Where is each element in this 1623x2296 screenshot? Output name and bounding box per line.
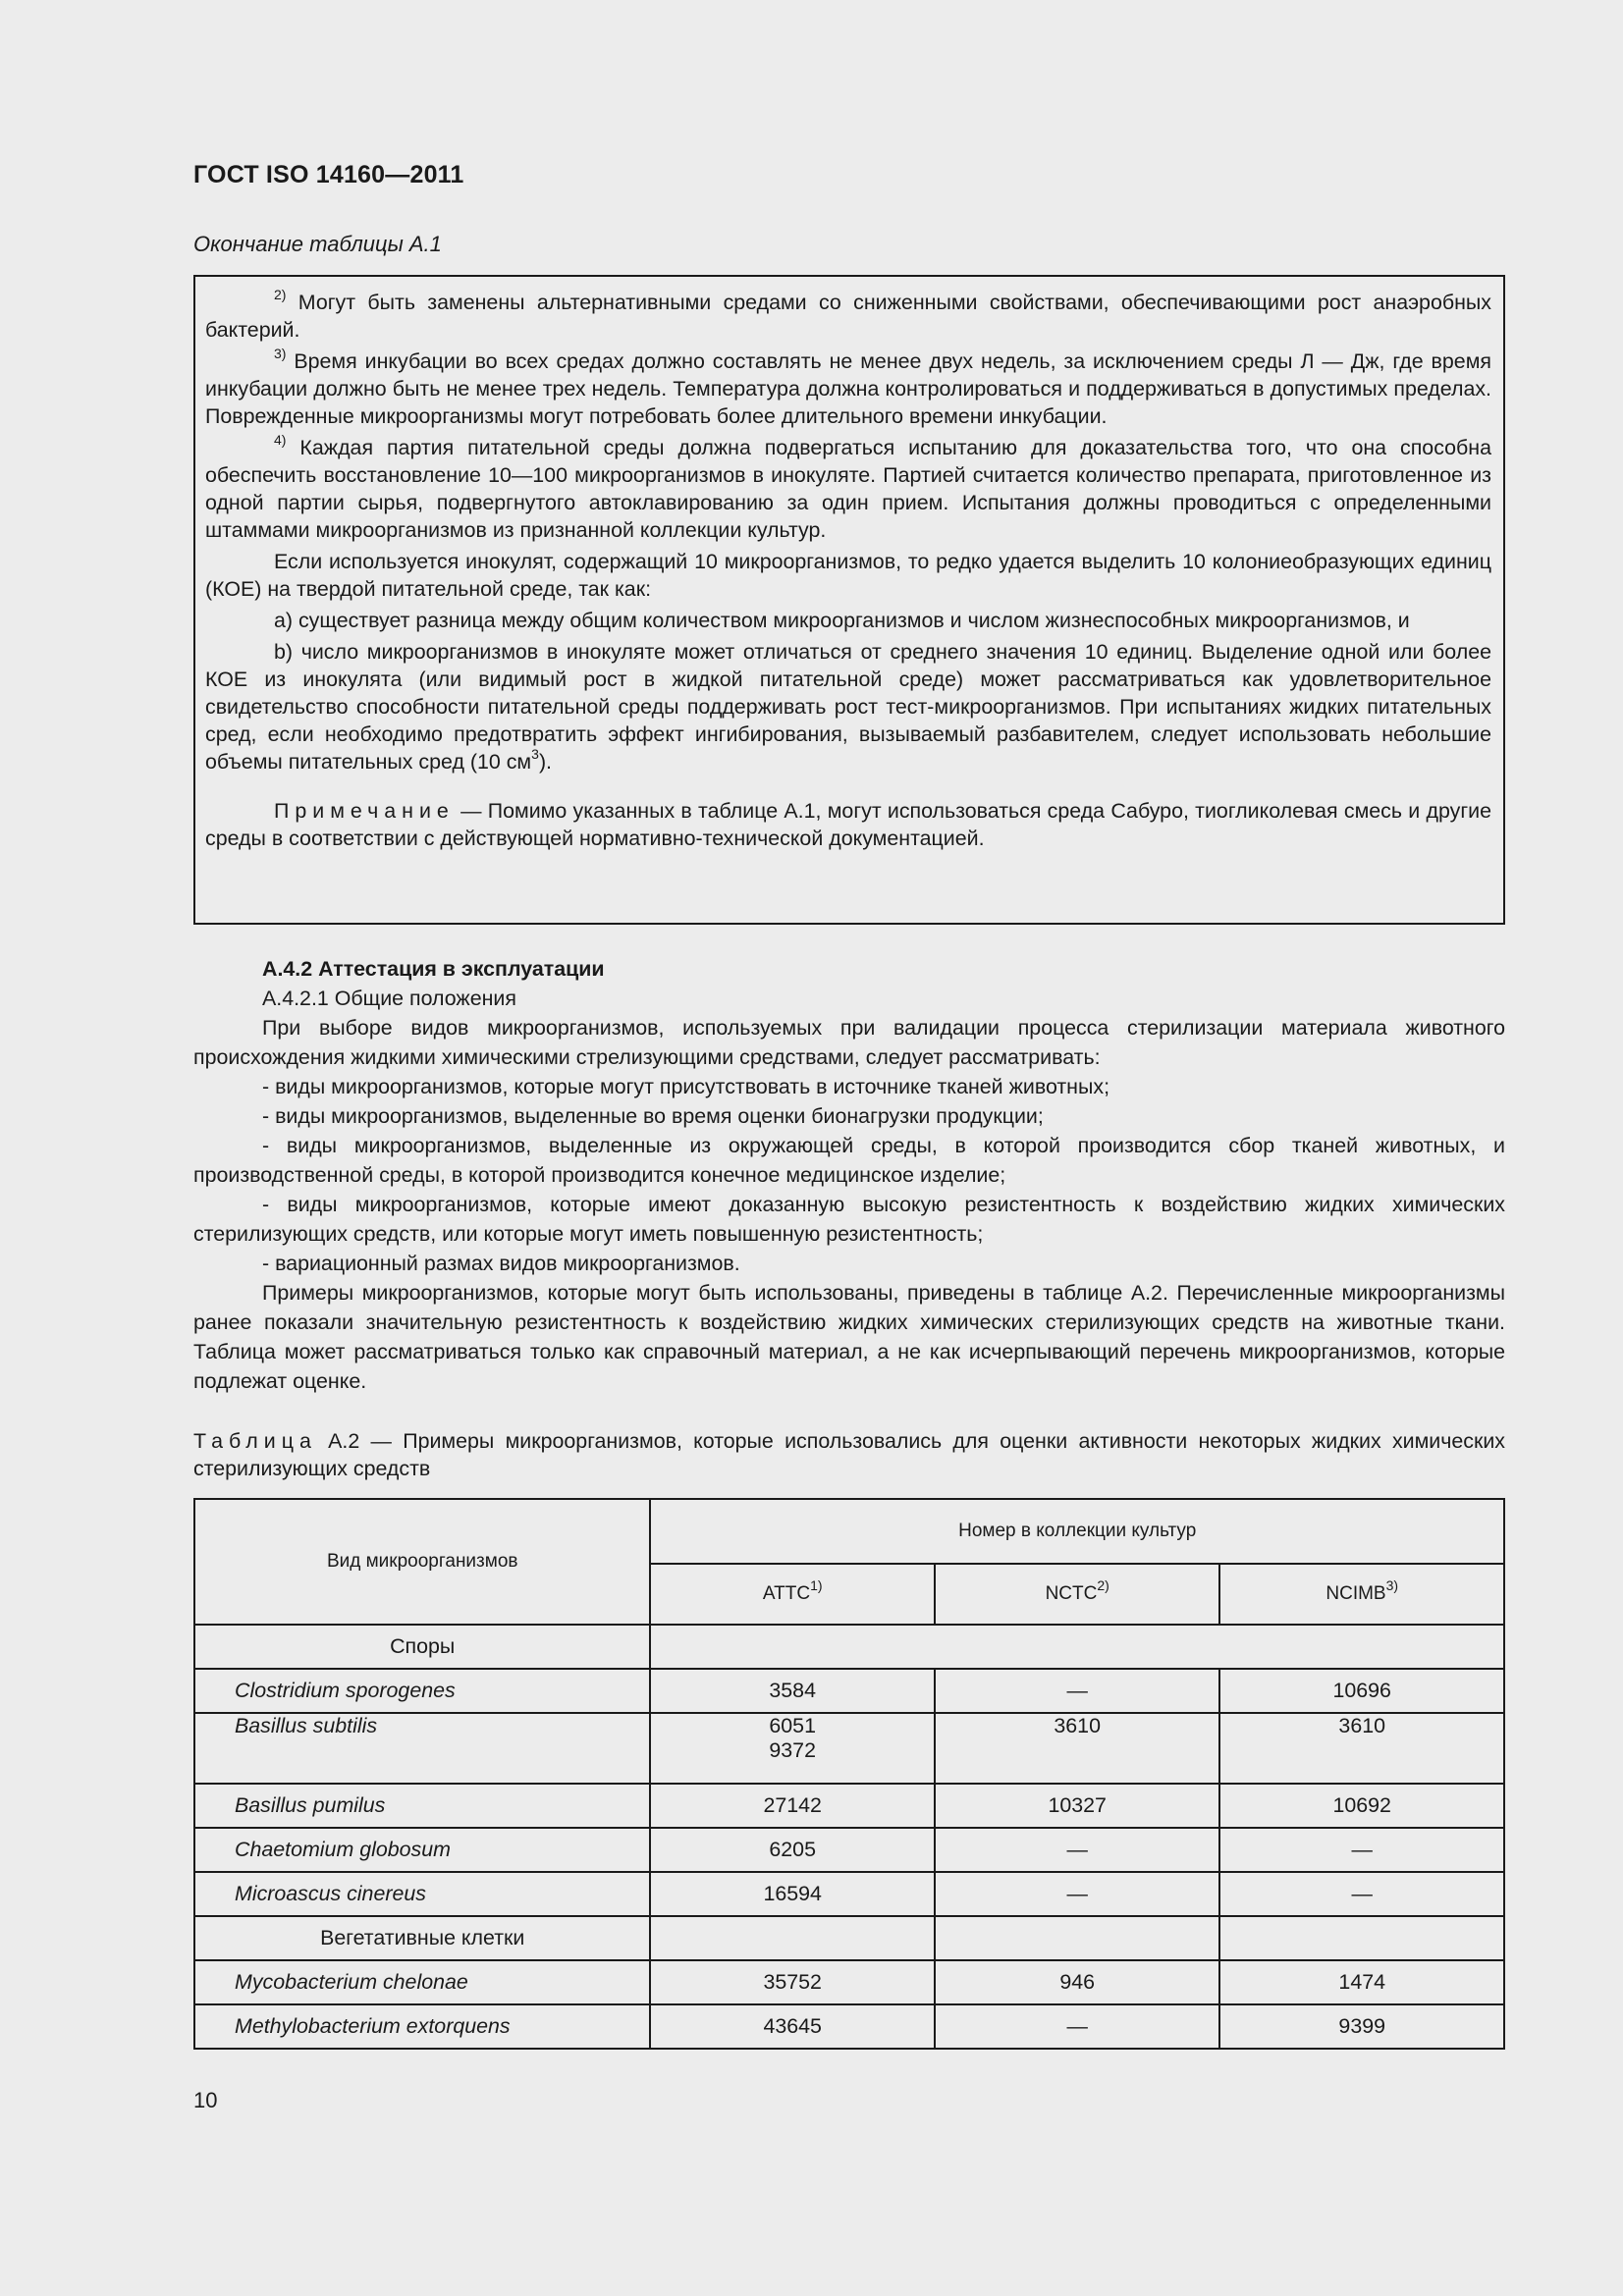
table-a1-notes [193, 275, 1505, 925]
list-item-b: b) число микроорганизмов в инокуляте может отличаться от среднего значения 10 единиц. Выделение одной или более КОЕ из инокулята (или видимый рост в жидкой питательной среде) может рассматриваться как удовлетворительное свидетельство способности питательной среды поддерживать рост тест-микроорганизмов. При испытаниях жидких питательных сред, если необходимо предотвратить эффект ингибирования, вызываемый разбавителем, следует использовать небольшие объемы питательных сред (10 $см^3$). [205, 640, 1491, 774]
section-heading: А.4.2 Аттестация в эксплуатации [262, 957, 605, 981]
section-a42 [193, 954, 1505, 1396]
table-row: Mycobacterium chelonae 35752 946 1474 [194, 1960, 1504, 2004]
bullet-item: - вариационный размах видов микроорганизмов. [262, 1252, 740, 1275]
col-header-ncimb: NCIMB$^{3)}$ [1219, 1564, 1504, 1625]
subsection-heading: А.4.2.1 Общие положения [262, 987, 516, 1010]
col-header-species: Вид микроорганизмов [194, 1499, 650, 1625]
group-row-spores: Споры [194, 1625, 1504, 1669]
footnote-3: $^{3)}$ Время инкубации во всех средах должно составлять не менее двух недель, за исключением среды Л — Дж, где время инкубации должно быть не менее трех недель. Температура должна контролироваться и поддерживаться в допустимых пределах. Поврежденные микроорганизмы могут потребовать более длительного времени инкубации. [205, 345, 1491, 428]
inoculum-paragraph: Если используется инокулят, содержащий 10 микроорганизмов, то редко удается выделить 10 колониеобразующих единиц (КОЕ) на твердой питательной среде, так как: [205, 550, 1491, 601]
note-paragraph: Примечание — Помимо указанных в таблице А.1, могут использоваться среда Сабуро, тиогликолевая смесь и другие среды в соответствии с действующей нормативно-технической документацией. [205, 799, 1491, 850]
bullet-item: - виды микроорганизмов, выделенные из окружающей среды, в которой производится сбор тканей животных, и производственной среды, в которой производится конечное медицинское изделие; [193, 1134, 1505, 1187]
table-row: Methylobacterium extorquens 43645 — 9399 [194, 2004, 1504, 2049]
list-item-a: а) существует разница между общим количеством микроорганизмов и числом жизнеспособных микроорганизмов, и [274, 609, 1410, 632]
table-row: Basillus pumilus 27142 10327 10692 [194, 1784, 1504, 1828]
table-continuation-caption: Окончание таблицы А.1 [193, 232, 442, 256]
col-header-collection: Номер в коллекции культур [650, 1499, 1504, 1564]
table-row: Clostridium sporogenes 3584 — 10696 [194, 1669, 1504, 1713]
page-header: ГОСТ ISO 14160—2011 [193, 161, 464, 188]
col-header-nctc: NCTC$^{2)}$ [935, 1564, 1220, 1625]
examples-paragraph: Примеры микроорганизмов, которые могут быть использованы, приведены в таблице А.2. Перечисленные микроорганизмы ранее показали значительную резистентность к воздействию жидких химических стерилизующих средств на животные ткани. Таблица может рассматриваться только как справочный материал, а не как исчерпывающий перечень микроорганизмов, которые подлежат оценке. [193, 1281, 1505, 1393]
table-row: Microascus cinereus 16594 — — [194, 1872, 1504, 1916]
table-a2-caption: Таблица А.2 — Примеры микроорганизмов, которые использовались для оценки активности некоторых жидких химических стерилизующих средств [193, 1429, 1505, 1480]
footnote-4: $^{4)}$ Каждая партия питательной среды должна подвергаться испытанию для доказательства того, что она способна обеспечить восстановление 10—100 микроорганизмов в инокуляте. Партией считается количество препарата, приготовленное из одной партии сырья, подвергнутого автоклавированию за один прием. Испытания должны проводиться с определенными штаммами микроорганизмов из признанной коллекции культур. [205, 431, 1491, 542]
bullet-item: - виды микроорганизмов, выделенные во время оценки бионагрузки продукции; [262, 1104, 1044, 1128]
col-header-attc: ATTC$^{1)}$ [650, 1564, 935, 1625]
group-row-vegetative: Вегетативные клетки [194, 1916, 1504, 1960]
table-a2 [193, 1498, 1505, 2050]
table-row: Basillus subtilis 6051 9372 3610 3610 [194, 1713, 1504, 1784]
footnote-2: $^{2)}$ Могут быть заменены альтернативными средами со сниженными свойствами, обеспечивающими рост анаэробных бактерий. [205, 286, 1491, 342]
intro-paragraph: При выборе видов микроорганизмов, используемых при валидации процесса стерилизации материала животного происхождения жидкими химическими стрелизующими средствами, следует рассматривать: [193, 1016, 1505, 1069]
table-row: Chaetomium globosum 6205 — — [194, 1828, 1504, 1872]
page-number: 10 [193, 2088, 218, 2112]
bullet-item: - виды микроорганизмов, которые имеют доказанную высокую резистентность к воздействию жидких химических стерилизующих средств, или которые могут иметь повышенную резистентность; [193, 1193, 1505, 1246]
bullet-item: - виды микроорганизмов, которые могут присутствовать в источнике тканей животных; [262, 1075, 1110, 1098]
